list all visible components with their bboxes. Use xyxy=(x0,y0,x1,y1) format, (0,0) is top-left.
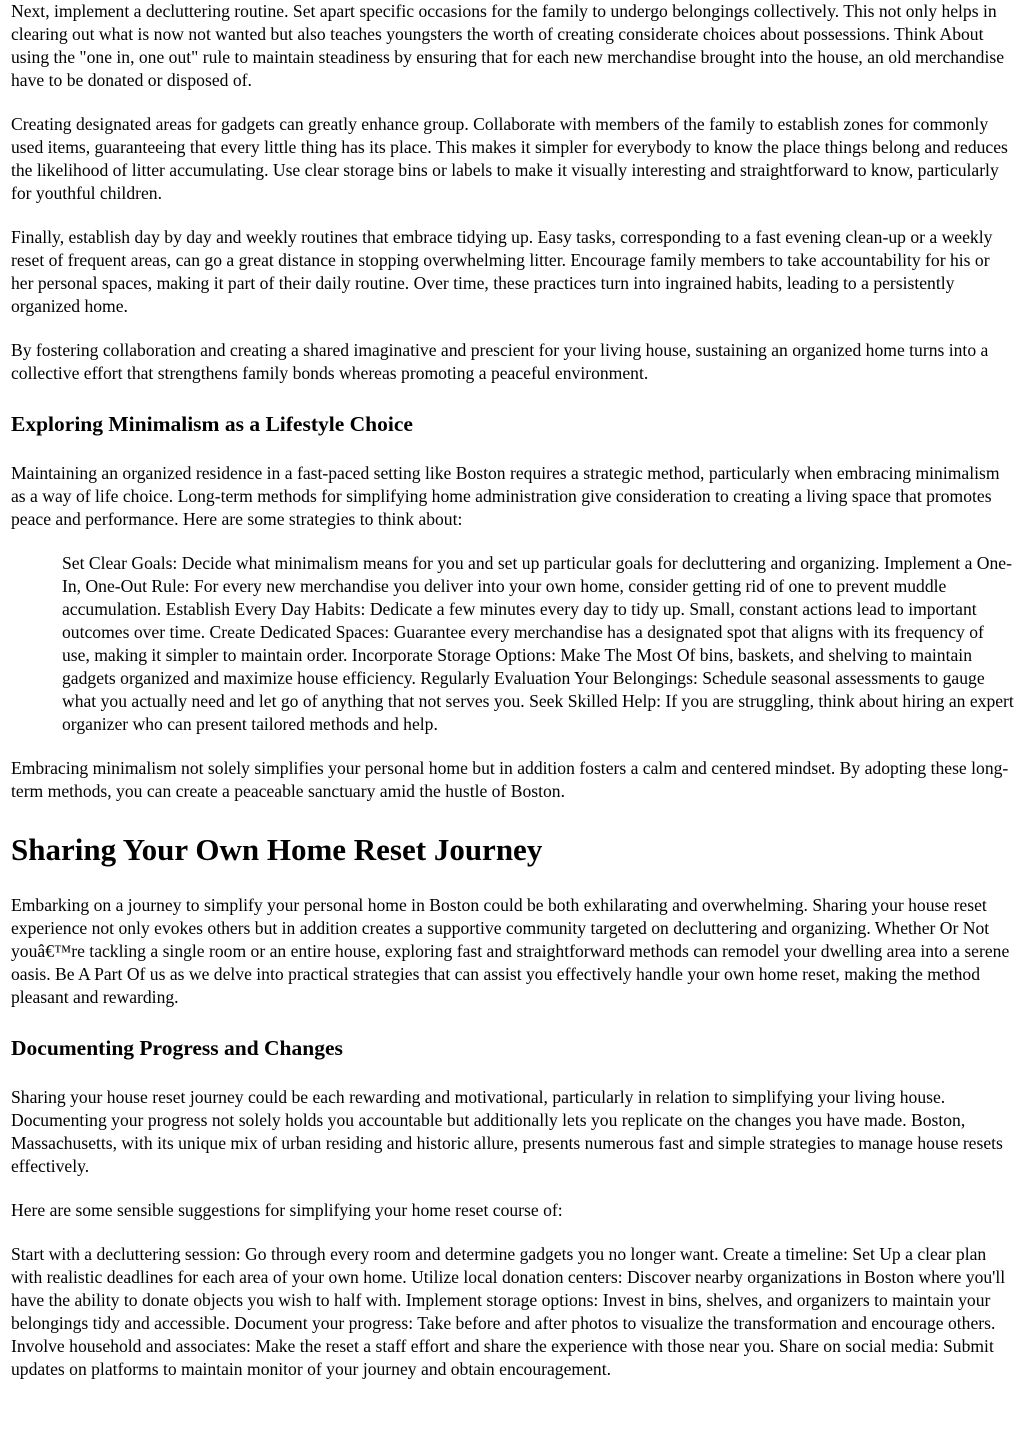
paragraph-daily-routines: Finally, establish day by day and weekly routines that embrace tidying up. Easy tasks, corresponding to a fast evening clean-up or a weekly reset of frequent areas, can go a great distance in stopping overwhelming litter. Encourage family members to take accountability for his or her personal spaces, making it part of their daily routine. Over time, these practices turn into ingrained habits, leading to a persistently organized home. xyxy=(11,227,993,316)
quote-text: Set Clear Goals: Decide what minimalism means for you and set up particular goals for decluttering and organizing. Implement a One-In, One-Out Rule: For every new merchandise you deliver into your own home, consider getting rid of one to prevent muddle accumulation. Establish Every Day Habits: Dedicate a few minutes every day to tidy up. Small, constant actions lead to important outcomes over time. Create Dedicated Spaces: Guarantee every merchandise has a designated spot that aligns with its frequency of use, making it simpler to maintain order. Incorporate Storage Options: Make The Most Of bins, baskets, and shelving to maintain gadgets organized and maximize house efficiency. Regularly Evaluation Your Belongings: Schedule seasonal assessments to gauge what you actually need and let go of anything that not serves you. Seek Skilled Help: If you are struggling, think about hiring an expert organizer who can present tailored methods and help. xyxy=(62,553,1014,734)
paragraph-minimalism-outro: Embracing minimalism not solely simplifies your personal home but in addition fosters a calm and centered mindset. By adopting these long-term methods, you can create a peaceable sanctuary amid the hustle of Boston. xyxy=(11,758,1009,801)
heading-documenting-progress: Documenting Progress and Changes xyxy=(11,1036,343,1060)
paragraph-designated-areas: Creating designated areas for gadgets can greatly enhance group. Collaborate with members of the family to establish zones for commonly used items, guaranteeing that every little thing has its place. This makes it simpler for everybody to know the place things belong and reduces the likelihood of litter accumulating. Use clear storage bins or labels to make it visually interesting and straightforward to know, particularly for youthful children. xyxy=(11,114,1008,203)
paragraph-documenting-intro: Sharing your house reset journey could be each rewarding and motivational, particularly in relation to simplifying your living house. Documenting your progress not solely holds you accountable but additionally lets you replicate on the changes you have made. Boston, Massachusetts, with its unique mix of urban residing and historic allure, presents numerous fast and simple strategies to manage house resets effectively. xyxy=(11,1087,1003,1176)
heading-reset-journey: Sharing Your Own Home Reset Journey xyxy=(11,832,543,867)
paragraph-decluttering-routine: Next, implement a decluttering routine. Set apart specific occasions for the family to undergo belongings collectively. This not only helps in clearing out what is now not wanted but also teaches youngsters the worth of creating considerate choices about possessions. Think About using the "one in, one out" rule to maintain steadiness by ensuring that for each new merchandise brought into the house, an old merchandise have to be donated or disposed of. xyxy=(11,1,1005,90)
minimalism-strategies-quote xyxy=(11,552,1016,736)
paragraph-collaboration: By fostering collaboration and creating a shared imaginative and prescient for your living house, sustaining an organized home turns into a collective effort that strengthens family bonds whereas promoting a peaceful environment. xyxy=(11,340,989,383)
paragraph-minimalism-intro: Maintaining an organized residence in a fast-paced setting like Boston requires a strategic method, particularly when embracing minimalism as a way of life choice. Long-term methods for simplifying home administration give consideration to creating a living space that promotes peace and performance. Here are some strategies to think about: xyxy=(11,463,1000,529)
paragraph-suggestions-list: Start with a decluttering session: Go through every room and determine gadgets you no longer want. Create a timeline: Set Up a clear plan with realistic deadlines for each area of your own home. Utilize local donation centers: Discover nearby organizations in Boston where you'll have the ability to donate objects you wish to half with. Implement storage options: Invest in bins, shelves, and organizers to maintain your belongings tidy and accessible. Document your progress: Take before and after photos to visualize the transformation and encourage others. Involve household and associates: Make the reset a staff effort and share the experience with those near you. Share on social media: Submit updates on platforms to maintain monitor of your journey and obtain encouragement. xyxy=(11,1244,1006,1379)
heading-minimalism: Exploring Minimalism as a Lifestyle Choice xyxy=(11,412,413,436)
paragraph-journey-intro: Embarking on a journey to simplify your personal home in Boston could be both exhilarating and overwhelming. Sharing your house reset experience not only evokes others but in addition creates a supportive community targeted on decluttering and organizing. Whether Or Not youâ€™re tackling a single room or an entire house, exploring fast and straightforward methods can remodel your dwelling area into a serene oasis. Be A Part Of us as we delve into practical strategies that can assist you effectively handle your own home reset, making the method pleasant and rewarding. xyxy=(11,895,1010,1007)
paragraph-suggestions-lead: Here are some sensible suggestions for simplifying your home reset course of: xyxy=(11,1200,563,1220)
